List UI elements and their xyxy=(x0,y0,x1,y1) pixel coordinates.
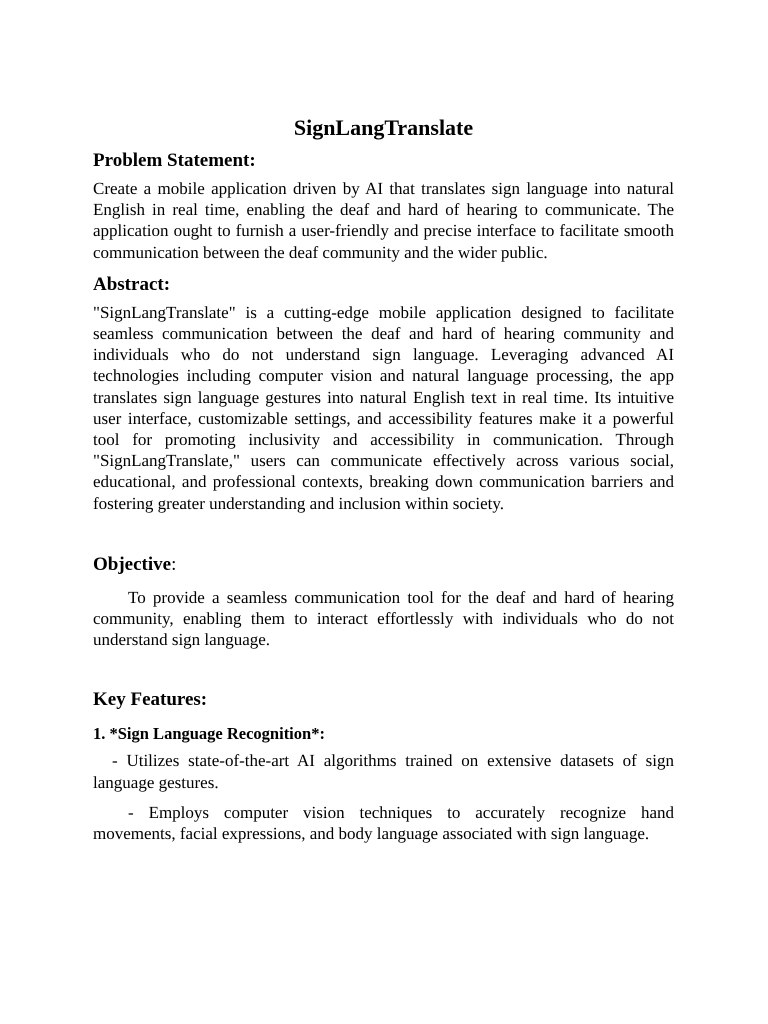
key-features-heading: Key Features: xyxy=(93,689,208,711)
objective-heading-colon: : xyxy=(171,553,177,575)
feature-sign-language-recognition-heading: 1. *Sign Language Recognition*: xyxy=(93,724,325,744)
problem-statement-heading: Problem Statement: xyxy=(93,150,256,171)
feature-bullet-algorithms: - Utilizes state-of-the-art AI algorithms trained on extensive datasets of sign language gestures. xyxy=(93,751,674,792)
objective-heading-label: Objective xyxy=(93,553,172,575)
abstract-text: "SignLangTranslate" is a cutting-edge mobile application designed to facilitate seamless communication between the deaf and hard of hearing community and individuals who do not understand sign language. Leveraging advanced AI technologies including computer vision and natural language processing, the app translates sign language gestures into natural English text in real time. Its intuitive user interface, customizable settings, and accessibility features make it a powerful tool for promoting inclusivity and accessibility in communication. Through "SignLangTranslate," users can communicate effectively across various social, educational, and professional contexts, breaking down communication barriers and fostering greater understanding and inclusion within society. xyxy=(93,302,674,513)
objective-text: To provide a seamless communication tool for the deaf and hard of hearing community, enabling them to interact effortlessly with individuals who do not understand sign language. xyxy=(93,587,674,650)
abstract-heading: Abstract: xyxy=(93,273,171,295)
problem-statement-text: Create a mobile application driven by AI that translates sign language into natural English in real time, enabling the deaf and hard of hearing to communicate. The application ought to furnish a user-friendly and precise interface to facilitate smooth communication between the deaf community and the wider public. xyxy=(93,179,674,262)
document-body xyxy=(93,110,674,844)
objective-heading xyxy=(93,552,674,578)
document-title: SignLangTranslate xyxy=(293,115,474,140)
feature-bullet-computer-vision: - Employs computer vision techniques to accurately recognize hand movements, facial expressions, and body language associated with sign language. xyxy=(93,802,674,844)
